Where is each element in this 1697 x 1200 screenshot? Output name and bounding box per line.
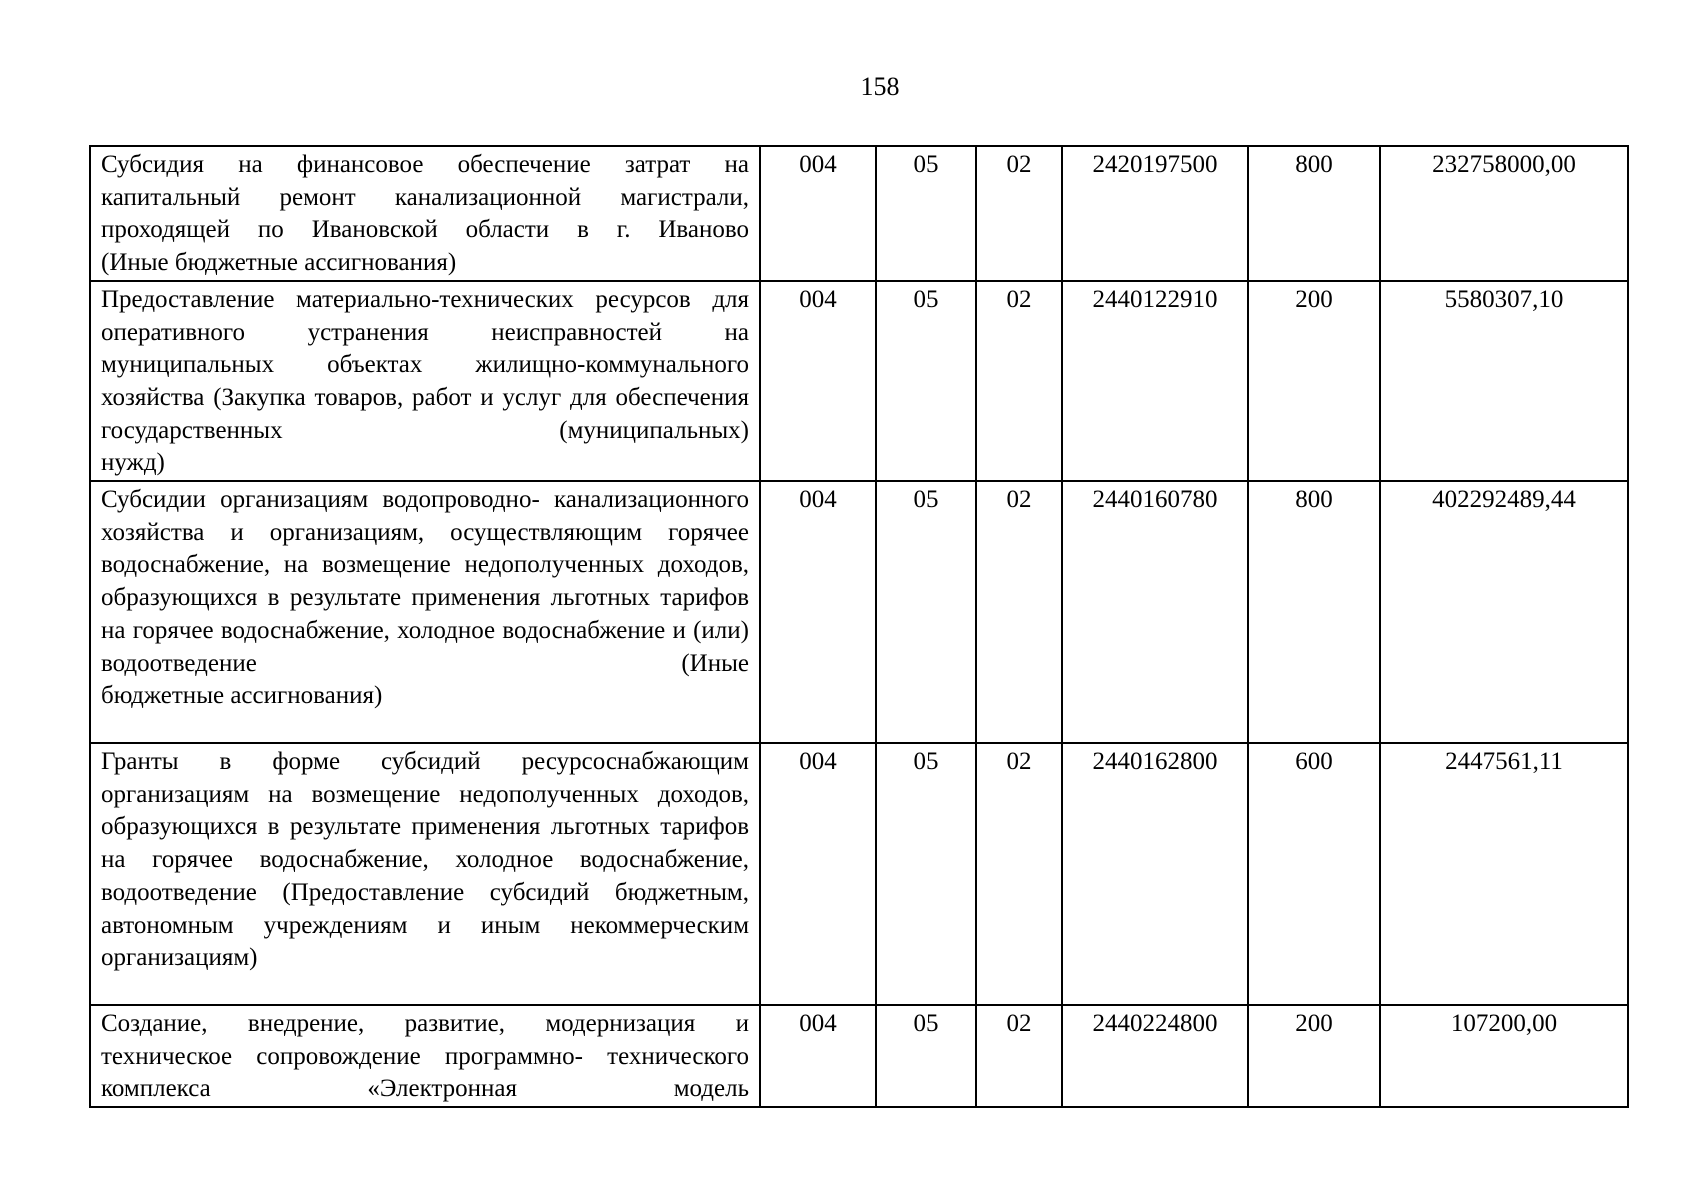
description-line: холодное водоснабжение, водоотведение xyxy=(101,846,749,906)
target-article-cell: 2440162800 xyxy=(1062,743,1248,1005)
description-line: образующихся в результате применения льготных xyxy=(101,584,650,612)
description-line: Субсидии организациям водопроводно- xyxy=(101,486,540,514)
description-line: возмещение недополученных доходов, xyxy=(321,551,749,579)
description-last-line: (Иные бюджетные ассигнования) xyxy=(101,249,457,277)
expense-type-cell: 200 xyxy=(1248,281,1380,481)
subsection-code-cell: 02 xyxy=(976,146,1062,281)
table-row xyxy=(90,481,1628,743)
section-code-cell: 05 xyxy=(876,146,976,281)
page-number: 158 xyxy=(860,72,900,101)
item-description xyxy=(90,1005,760,1107)
ministry-code-cell: 004 xyxy=(760,481,876,743)
ministry-code-cell: 004 xyxy=(760,281,876,481)
expense-type-cell: 800 xyxy=(1248,481,1380,743)
item-description xyxy=(90,281,760,481)
description-line: канализационного хозяйства и организациям, xyxy=(101,486,749,546)
subsection-code-cell: 02 xyxy=(976,743,1062,1005)
expense-type-cell: 800 xyxy=(1248,146,1380,281)
description-line: льготных тарифов на горячее водоснабжение, xyxy=(101,813,750,874)
description-line: (Предоставление субсидий бюджетным, автономным xyxy=(101,878,749,939)
item-description xyxy=(90,481,760,743)
description-line: Предоставление материально-технических ресурсов xyxy=(101,285,691,313)
amount-cell: 232758000,00 xyxy=(1380,146,1628,281)
amount-cell: 2447561,11 xyxy=(1380,743,1628,1005)
subsection-code-cell: 02 xyxy=(976,1005,1062,1107)
table-row xyxy=(90,743,1628,1005)
description-line: доходов, образующихся в результате применения xyxy=(101,780,749,841)
description-line: техническое сопровождение программно- xyxy=(101,1042,583,1070)
description-line: проходящей по Ивановской области в г. Иваново xyxy=(101,216,749,244)
ministry-code-cell: 004 xyxy=(760,743,876,1005)
target-article-cell: 2440160780 xyxy=(1062,481,1248,743)
table-row xyxy=(90,1005,1628,1107)
description-line: технического комплекса «Электронная модель xyxy=(101,1042,749,1103)
table-row xyxy=(90,281,1628,481)
description-line: для оперативного устранения неисправностей на xyxy=(101,285,750,346)
description-line: осуществляющим горячее водоснабжение, на xyxy=(101,518,749,579)
description-line: учреждениям и иным некоммерческим xyxy=(263,911,750,939)
description-line: муниципальных объектах жилищно-коммунального xyxy=(101,351,749,379)
description-line: Гранты в форме субсидий ресурсоснабжающим xyxy=(101,748,749,776)
target-article-cell: 2440224800 xyxy=(1062,1005,1248,1107)
item-description xyxy=(90,146,760,281)
section-code-cell: 05 xyxy=(876,1005,976,1107)
description-line: Субсидия на финансовое обеспечение затрат на xyxy=(101,151,749,178)
ministry-code-cell: 004 xyxy=(760,146,876,281)
description-last-line: организациям) xyxy=(101,944,258,972)
description-line: водоснабжение и (или) водоотведение (Иные xyxy=(101,616,749,677)
expense-type-cell: 600 xyxy=(1248,743,1380,1005)
description-last-line: бюджетные ассигнования) xyxy=(101,682,383,710)
amount-cell: 107200,00 xyxy=(1380,1005,1628,1107)
item-description xyxy=(90,743,760,1005)
description-line: хозяйства (Закупка товаров, работ и услуг для xyxy=(101,383,607,411)
target-article-cell: 2440122910 xyxy=(1062,281,1248,481)
subsection-code-cell: 02 xyxy=(976,481,1062,743)
subsection-code-cell: 02 xyxy=(976,281,1062,481)
table-row xyxy=(90,146,1628,281)
target-article-cell: 2420197500 xyxy=(1062,146,1248,281)
description-line: капитальный ремонт канализационной магистрали, xyxy=(101,183,749,211)
budget-table xyxy=(89,145,1629,1108)
section-code-cell: 05 xyxy=(876,743,976,1005)
description-line: тарифов на горячее водоснабжение, холодное xyxy=(101,584,750,644)
amount-cell: 402292489,44 xyxy=(1380,481,1628,743)
expense-type-cell: 200 xyxy=(1248,1005,1380,1107)
section-code-cell: 05 xyxy=(876,481,976,743)
description-last-line: нужд) xyxy=(101,449,165,477)
section-code-cell: 05 xyxy=(876,281,976,481)
amount-cell: 5580307,10 xyxy=(1380,281,1628,481)
ministry-code-cell: 004 xyxy=(760,1005,876,1107)
description-line: Создание, внедрение, развитие, модернизация и xyxy=(101,1010,749,1038)
description-line: организациям на возмещение недополученных xyxy=(101,780,639,808)
description-line: обеспечения государственных (муниципальных) xyxy=(101,383,750,444)
